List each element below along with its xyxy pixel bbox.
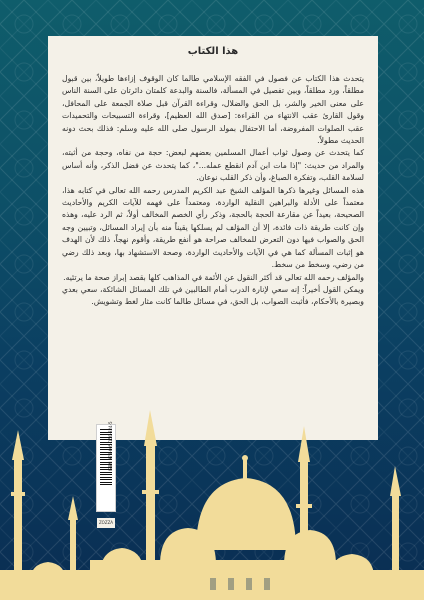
back-cover-text-panel xyxy=(48,36,378,440)
isbn-barcode xyxy=(96,421,116,512)
paragraph-5: ويمكن القول أخيراً: إنه سعي لإنارة الدرب أمام الطالبين في تلك المسائل الشائكة، سعي بعدي وبصيرة بالأحكام، فأثبت الصواب، بل الحق، في مسائل طالما كانت مثار لغط وتشويش. xyxy=(62,284,364,307)
isbn-number: ISBN 978-605-150-324-5 xyxy=(108,421,113,471)
paragraph-3: هذه المسائل وغيرها ذكرها المؤلف الشيخ عبد الكريم المدرس رحمه الله تعالى في كتابه هذا، معتمداً على الأدلة والبراهين النقلية الواردة، ومعتمداً على فهمه للآيات الكريم والأحاديث الصحيحة، بعيداً عن مقارعة الحجة بالحجة، وذكر رأي الخصم المخالف أولاً، ثم الرد عليه، وهذه وإن كانت طريقة ذات فائدة، إلا أن المؤلف لم يسلكها يقيناً منه بأن إيراد المسائل، وتبيين وجه الحق والصواب فيها دون التعرض للمخالف صراحة هو أنفع طريقة، وأقوم نهجاً، ذلك لأن الهدف هو إثبات المسألة كما هي في الآيات والأحاديث الواردة، وصحة الاستشهاد بها، وبعد ذلك رضي من رضي، وسخط من سخط. xyxy=(62,185,364,270)
paragraph-2: كما يتحدث عن وصول ثواب أعمال المسلمين بعضهم لبعض: حجة من نفاه، وحجة من أثبته، والمراد من حديث: "إذا مات ابن آدم انقطع عمله..."، كما يتحدث عن فضل الذكر، وأنه أساس لسلامة القلب، وتفكرة الصباغ، وأن ذكر القلب نوعان. xyxy=(62,148,364,183)
paragraph-4: والمؤلف رحمه الله تعالى قد أكثر النقول عن الأئمة في المذاهب كلها بقصد إبراز صحة ما يرتئيه. xyxy=(63,272,364,282)
publisher-logo: ZOZZA xyxy=(97,518,115,528)
paragraph-1: يتحدث هذا الكتاب عن فصول في الفقه الإسلامي طالما كان الوقوف إزاءها طويلاً، بين قبول مطلقاً، ورد مطلقاً، وبين تفصيل في المسألة، فالسنة والبدعة كلمتان دائرتان على السنة الناس على معنى الخير والشر، بل الحق والضلال، وقراءة القرآن قبل صلاة الجمعة على المحافل، وقول القارئ عقب الانتهاء من القراءة: [صدق الله العظيم]، وقراءة التسبيحات والتحميدات عقب الصلوات المفروضة، أما الاحتفال بمولد الرسول صلى الله عليه وسلم: فذلك بحث دونه الحديث مطولاً. xyxy=(62,74,364,146)
mosque-skyline-illustration xyxy=(0,400,424,600)
section-title: هذا الكتاب xyxy=(187,46,239,57)
